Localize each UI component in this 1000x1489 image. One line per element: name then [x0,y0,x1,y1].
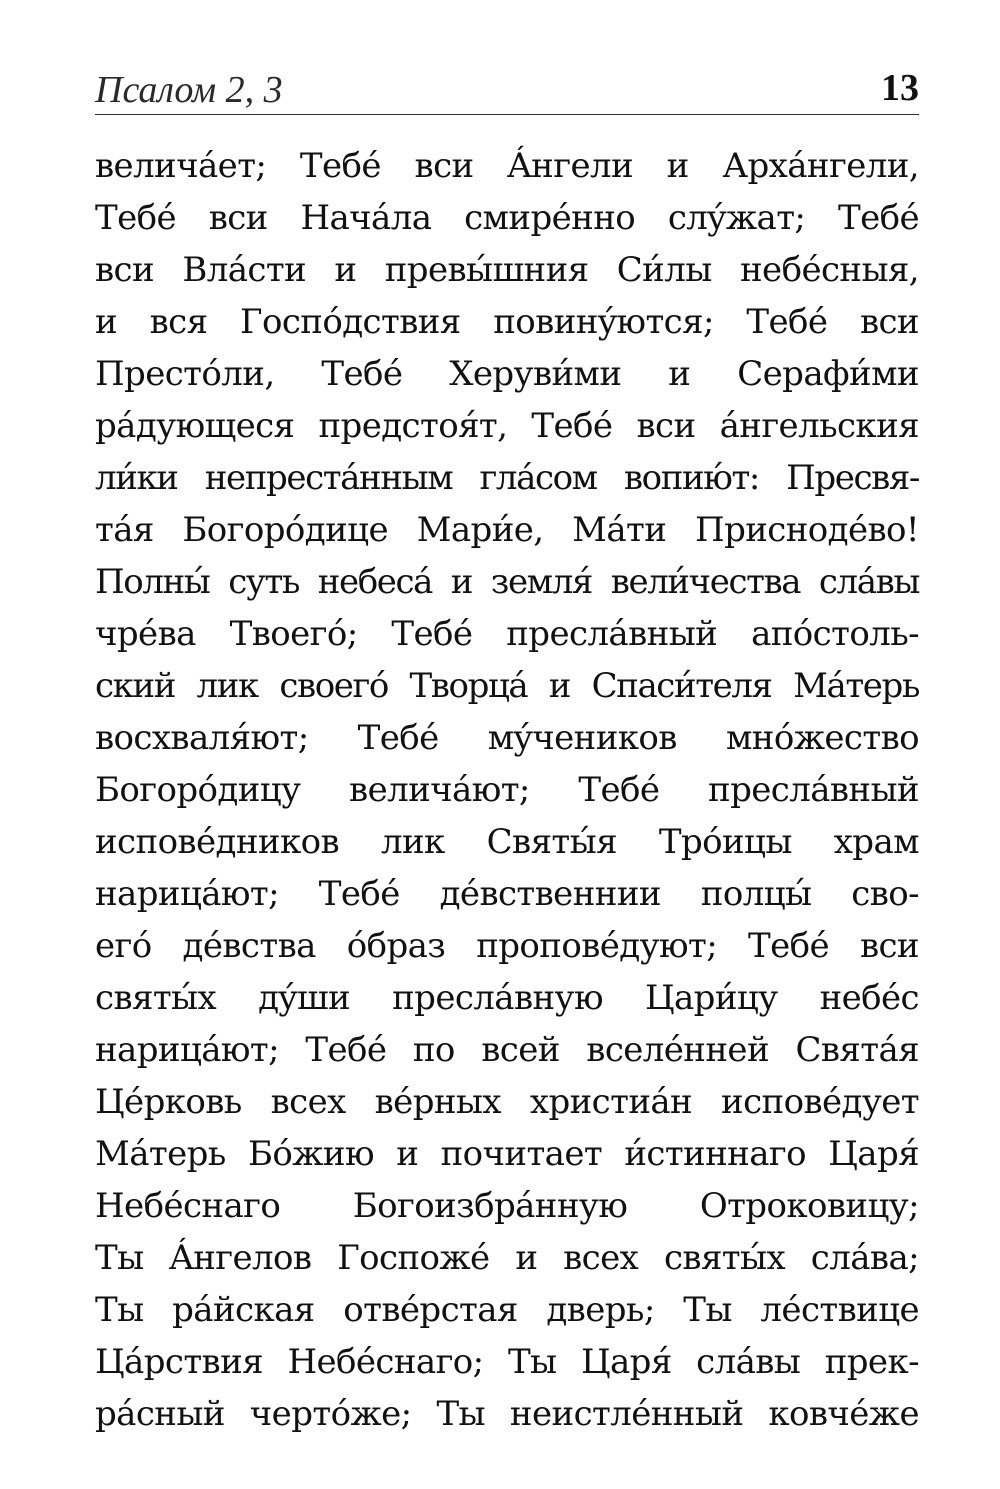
text-line: чрéва Твоегó; Тебé преслáвный апóстоль- [95,614,919,654]
text-line: Мáтерь Бóжию и почитает и́стиннаго Царя́ [95,1134,919,1174]
header-rule [95,114,919,115]
text-line: и вся Госпóдствия повинýются; Тебé вси [95,302,919,342]
text-line: Ты рáйская отвéрстая дверь; Ты лéствице [95,1290,919,1330]
page-number: 13 [881,67,919,109]
text-line: нарицáют; Тебé дéвственнии полцы́ сво- [95,874,919,914]
running-title: Псалом 2, 3 [95,69,283,111]
text-line: исповéдников лик Святы́я Трóицы храм [95,822,919,862]
text-line: святы́х дýши преслáвную Цари́цу небéс [95,978,919,1018]
text-line: Престóли, Тебé Херуви́ми и Серафи́ми [95,354,919,394]
text-line: нарицáют; Тебé по всей вселéнней Святáя [95,1030,919,1070]
text-line: рáдующеся предстоя́т, Тебé вси áнгельския [95,406,919,446]
text-line: Небéснаго Богоизбрáнную Отроковицу; [95,1186,919,1226]
text-line: вси Влáсти и превы́шния Си́лы небéсныя, [95,250,919,290]
text-line: Цáрствия Небéснаго; Ты Царя́ слáвы прек- [95,1342,919,1382]
text-line: восхваля́ют; Тебé мýчеников мнóжество [95,718,919,758]
text-line: ский лик своегó Творцá и Спаси́теля Мáтерь [95,666,919,706]
text-line: величáет; Тебé вси Áнгели и Архáнгели, [95,146,919,186]
text-line: ли́ки непрестáнным глáсом вопию́т: Пресвя- [95,458,919,498]
text-line: Богорóдицу величáют; Тебé преслáвный [95,770,919,810]
text-line: Тебé вси Начáла смирéнно слýжат; Тебé [95,198,919,238]
text-line: рáсный чертóже; Ты неистлéнный ковчéже [95,1394,919,1434]
text-line: тáя Богорóдице Мари́е, Мáти Приснодéво! [95,510,919,550]
text-line: Цéрковь всех вéрных христиáн исповéдует [95,1082,919,1122]
text-line: Ты Áнгелов Госпожé и всех святы́х слáва; [95,1238,919,1278]
running-head [95,62,919,122]
body-text [95,140,919,1440]
text-line: Полны́ суть небесá и земля́ вели́чества слáвы [95,562,919,602]
text-line: егó дéвства óбраз проповéдуют; Тебé вси [95,926,919,966]
